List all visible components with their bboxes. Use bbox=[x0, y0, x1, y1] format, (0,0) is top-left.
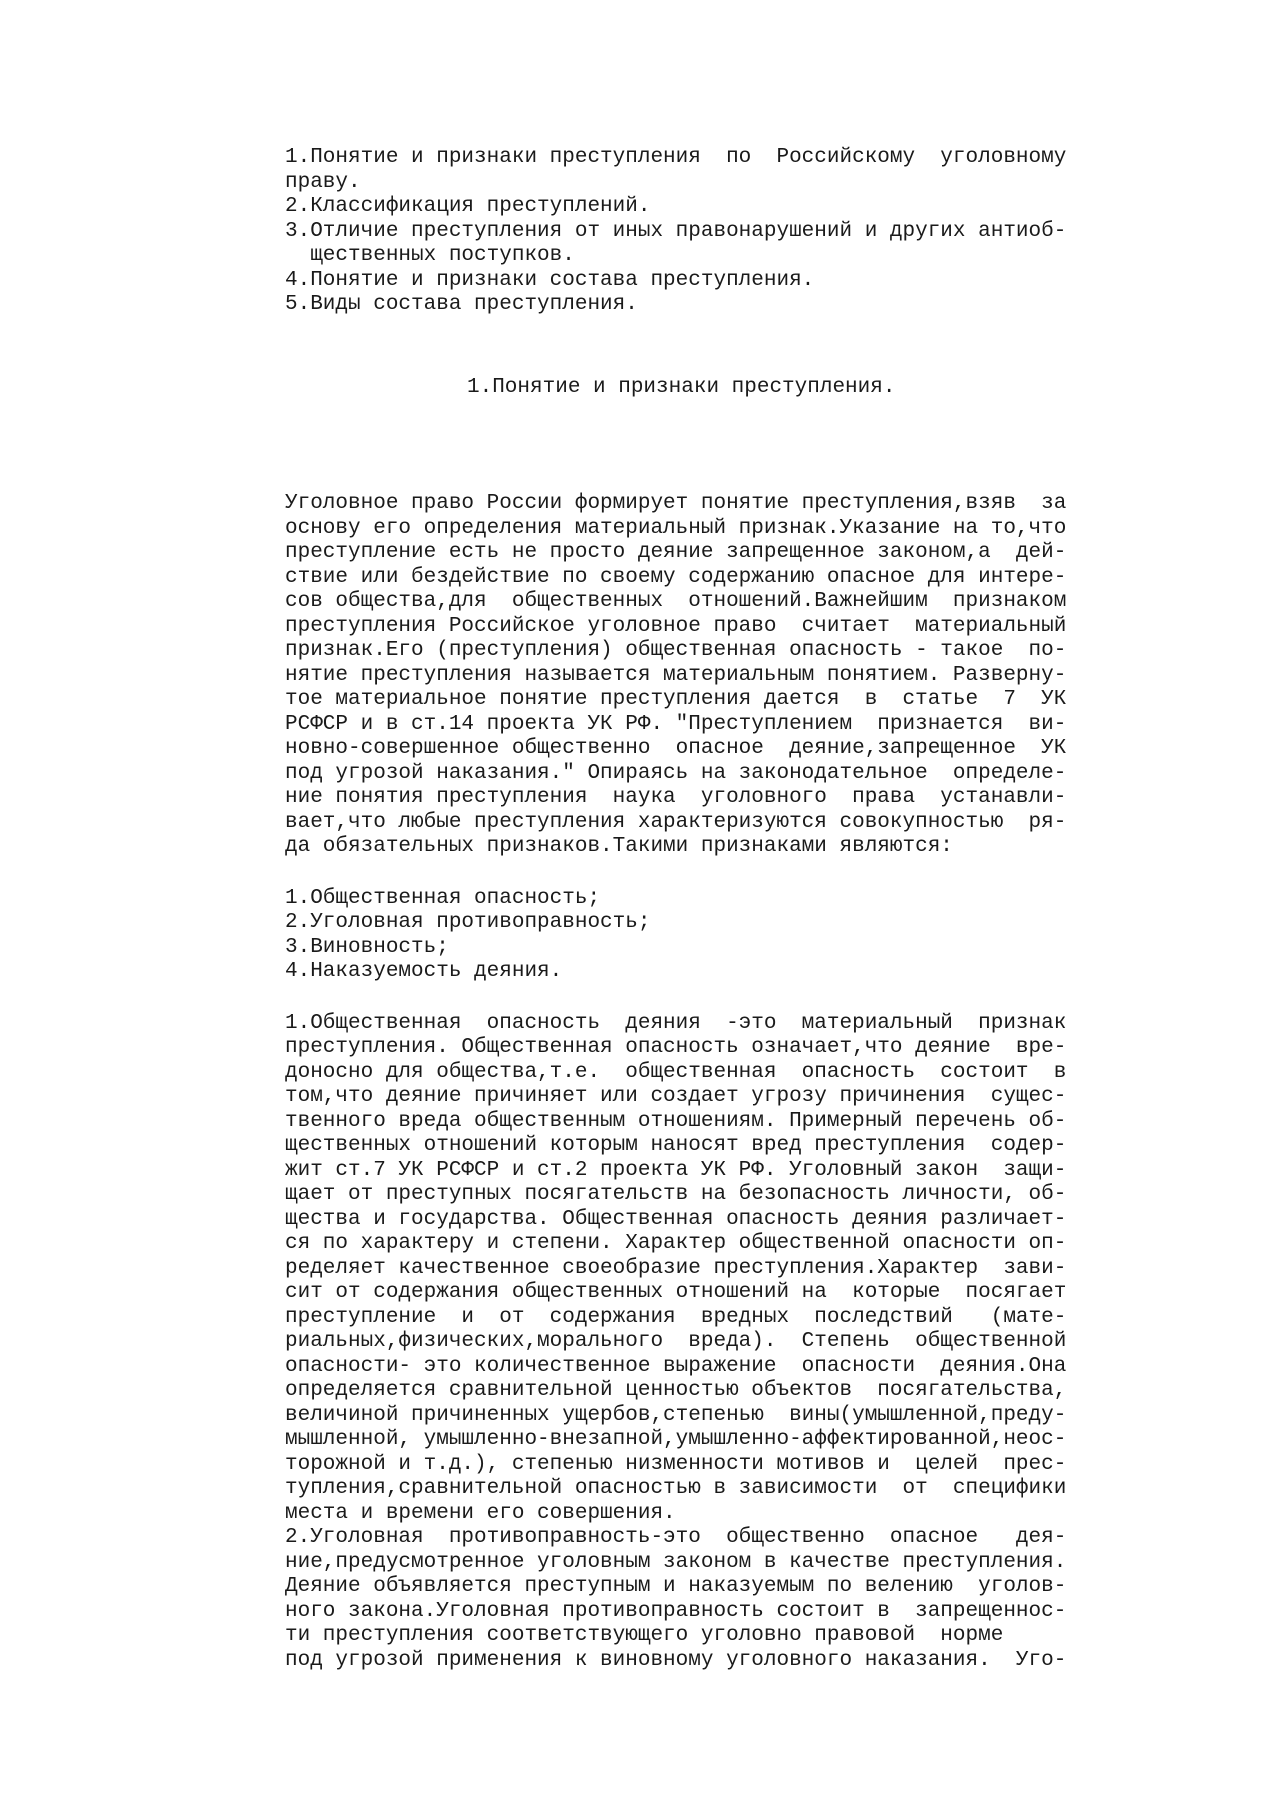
paragraph-line: ти преступления соответствующего уголовно правовой норме bbox=[285, 1624, 1004, 1647]
paragraph-line: тое материальное понятие преступления дается в статье 7 УК bbox=[285, 688, 1067, 711]
toc-line: 3.Отличие преступления от иных правонарушений и других антиоб- bbox=[285, 219, 1067, 243]
paragraph-line: сит от содержания общественных отношений на которые посягает bbox=[285, 1281, 1067, 1304]
paragraph-line: тупления,сравнительной опасностью в зависимости от специфики bbox=[285, 1477, 1067, 1500]
features-list bbox=[285, 887, 1105, 985]
list-item: 4.Наказуемость деяния. bbox=[285, 960, 563, 983]
paragraph-line: ся по характеру и степени. Характер общественной опасности оп- bbox=[285, 1232, 1067, 1255]
paragraph-line: жит ст.7 УК РСФСР и ст.2 проекта УК РФ. Уголовный закон защи- bbox=[285, 1158, 1067, 1182]
section-heading-text: 1.Понятие и признаки преступления. bbox=[467, 375, 896, 399]
paragraph-line: сов общества,для общественных отношений.Важнейшим признаком bbox=[285, 590, 1067, 613]
paragraph-line: да обязательных признаков.Такими признаками являются: bbox=[285, 835, 953, 858]
paragraph-line: преступление есть не просто деяние запрещенное законом,а дей- bbox=[285, 541, 1067, 564]
paragraph-line: новно-совершенное общественно опасное деяние,запрещенное УК bbox=[285, 737, 1067, 760]
paragraph-line: величиной причиненных ущербов,степенью вины(умышленной,преду- bbox=[285, 1403, 1067, 1427]
paragraph-line: торожной и т.д.), степенью низменности мотивов и целей прес- bbox=[285, 1452, 1067, 1476]
paragraph-line: Деяние объявляется преступным и наказуемым по велению уголов- bbox=[285, 1575, 1067, 1598]
paragraph-line: доносно для общества,т.е. общественная опасность состоит в bbox=[285, 1060, 1067, 1084]
body-text bbox=[285, 1012, 1105, 1674]
paragraph-line: ние понятия преступления наука уголовного права устанавли- bbox=[285, 786, 1067, 809]
paragraph-line: опасности- это количественное выражение опасности деяния.Она bbox=[285, 1354, 1067, 1378]
paragraph-line: определяется сравнительной ценностью объектов посягательства, bbox=[285, 1379, 1067, 1402]
paragraph-line: щественных отношений которым наносят вред преступления содер- bbox=[285, 1134, 1067, 1157]
paragraph-line: мышленной, умышленно-внезапной,умышленно-аффектированной,неос- bbox=[285, 1428, 1067, 1451]
paragraph-line: вает,что любые преступления характеризуются совокупностью ря- bbox=[285, 810, 1067, 834]
paragraph-line: преступление и от содержания вредных последствий (мате- bbox=[285, 1305, 1067, 1329]
paragraph-line: места и времени его совершения. bbox=[285, 1501, 676, 1525]
paragraph-line: преступления. Общественная опасность означает,что деяние вре- bbox=[285, 1036, 1067, 1059]
list-item: 3.Виновность; bbox=[285, 935, 449, 959]
toc-line: 5.Виды состава преступления. bbox=[285, 293, 638, 316]
document-page bbox=[285, 146, 1105, 1673]
list-item: 1.Общественная опасность; bbox=[285, 886, 601, 910]
paragraph-line: ределяет качественное своеобразие преступления.Характер зави- bbox=[285, 1256, 1067, 1280]
paragraph-line: ного закона.Уголовная противоправность состоит в запрещеннос- bbox=[285, 1599, 1067, 1623]
list-item: 2.Уголовная противоправность; bbox=[285, 911, 651, 934]
paragraph-line: Уголовное право России формирует понятие преступления,взяв за bbox=[285, 492, 1067, 515]
paragraph-line: ние,предусмотренное уголовным законом в качестве преступления. bbox=[285, 1550, 1067, 1574]
paragraph-line: под угрозой наказания." Опираясь на законодательное определе- bbox=[285, 761, 1067, 785]
intro-paragraph bbox=[285, 492, 1105, 860]
paragraph-line: 2.Уголовная противоправность-это общественно опасное дея- bbox=[285, 1526, 1067, 1549]
toc-line: 1.Понятие и признаки преступления по Российскому уголовному bbox=[285, 146, 1067, 169]
toc-line: праву. bbox=[285, 170, 361, 194]
paragraph-line: том,что деяние причиняет или создает угрозу причинения сущес- bbox=[285, 1085, 1067, 1108]
paragraph-line: РСФСР и в ст.14 проекта УК РФ. "Преступлением признается ви- bbox=[285, 712, 1067, 736]
toc-line: 2.Классификация преступлений. bbox=[285, 195, 651, 218]
toc-line: 4.Понятие и признаки состава преступления. bbox=[285, 268, 815, 292]
paragraph-line: 1.Общественная опасность деяния -это материальный признак bbox=[285, 1011, 1067, 1035]
paragraph-line: под угрозой применения к виновному уголовного наказания. Уго- bbox=[285, 1648, 1067, 1672]
paragraph-line: нятие преступления называется материальным понятием. Разверну- bbox=[285, 663, 1067, 687]
paragraph-line: основу его определения материальный признак.Указание на то,что bbox=[285, 516, 1067, 540]
toc-line: щественных поступков. bbox=[285, 244, 575, 267]
paragraph-line: признак.Его (преступления) общественная опасность - такое по- bbox=[285, 639, 1067, 662]
paragraph-line: риальных,физических,морального вреда). Степень общественной bbox=[285, 1330, 1067, 1353]
paragraph-line: ствие или бездействие по своему содержанию опасное для интере- bbox=[285, 565, 1067, 589]
section-heading bbox=[285, 376, 1105, 401]
paragraph-line: преступления Российское уголовное право считает материальный bbox=[285, 614, 1067, 638]
paragraph-line: твенного вреда общественным отношениям. Примерный перечень об- bbox=[285, 1109, 1067, 1133]
paragraph-line: щества и государства. Общественная опасность деяния различает- bbox=[285, 1207, 1067, 1231]
paragraph-line: щает от преступных посягательств на безопасность личности, об- bbox=[285, 1183, 1067, 1206]
table-of-contents bbox=[285, 146, 1105, 318]
